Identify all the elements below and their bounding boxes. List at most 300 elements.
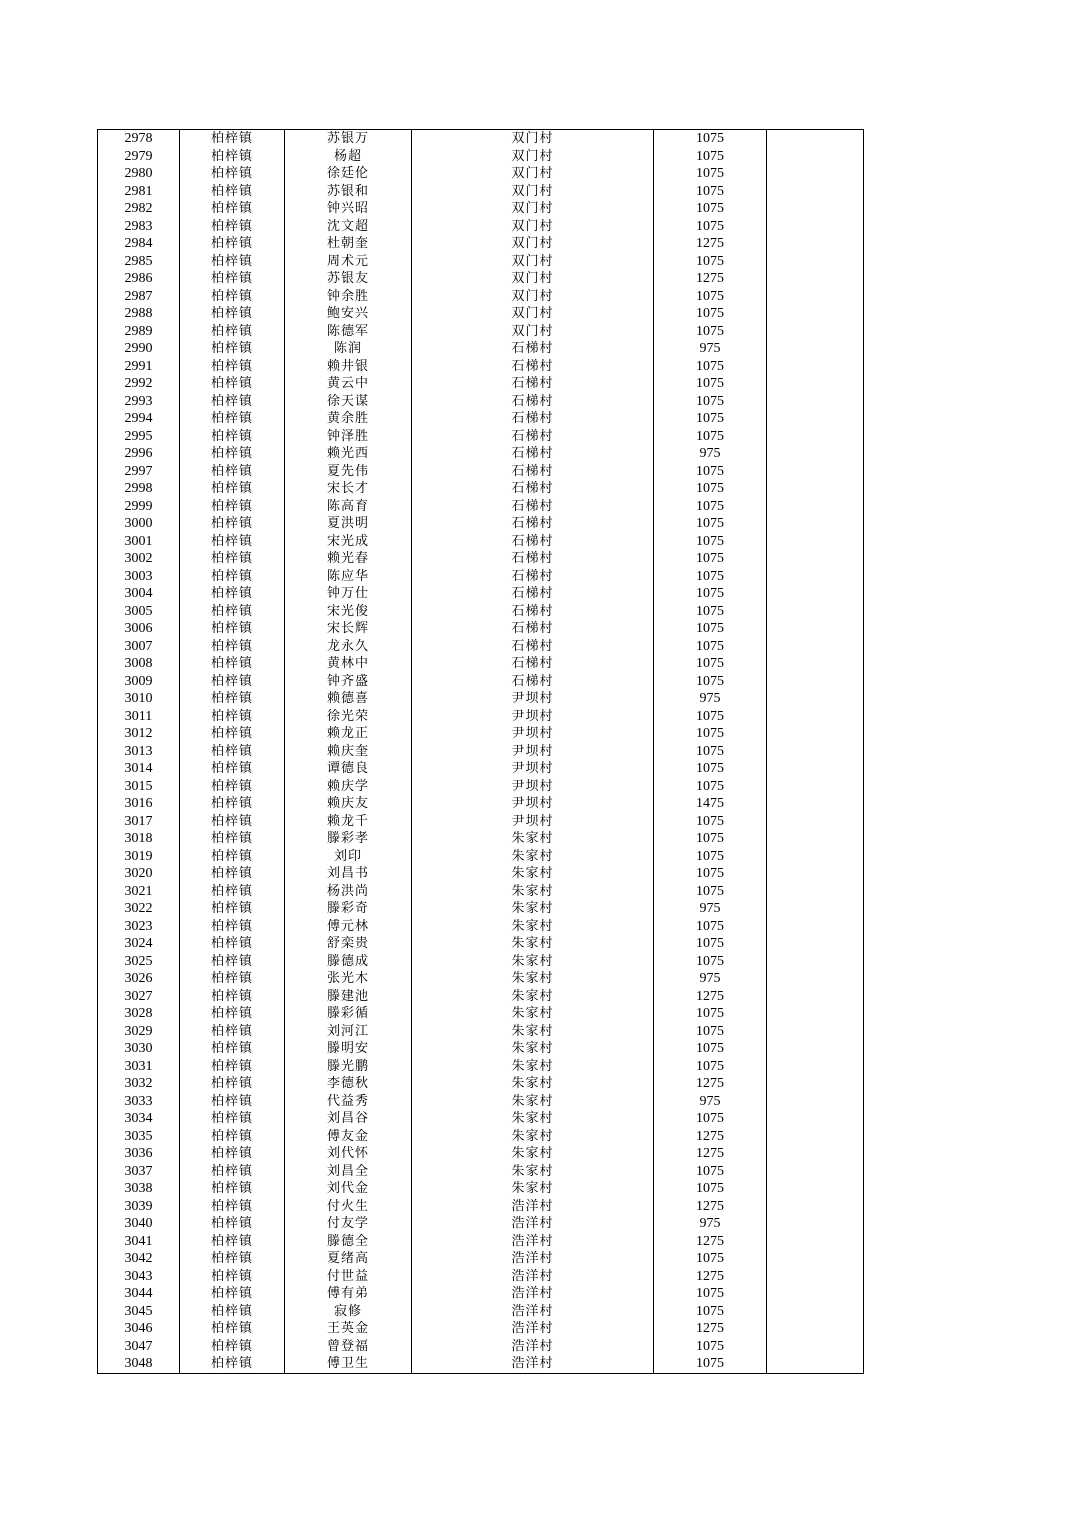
- amount-cell: 1075: [654, 393, 767, 411]
- town-cell: 柏梓镇: [180, 253, 285, 271]
- table-row: [98, 358, 864, 376]
- name-cell: 滕德全: [285, 1233, 412, 1251]
- table-row: [98, 1215, 864, 1233]
- amount-cell: 1075: [654, 358, 767, 376]
- town-cell: 柏梓镇: [180, 533, 285, 551]
- row-number-cell: 2978: [98, 130, 180, 148]
- table-row: [98, 130, 864, 148]
- remark-cell: [767, 463, 864, 481]
- row-number-cell: 3015: [98, 778, 180, 796]
- remark-cell: [767, 1285, 864, 1303]
- town-cell: 柏梓镇: [180, 988, 285, 1006]
- amount-cell: 1075: [654, 498, 767, 516]
- name-cell: 赖庆友: [285, 795, 412, 813]
- table-row: [98, 1268, 864, 1286]
- village-cell: 双门村: [412, 148, 654, 166]
- amount-cell: 1075: [654, 673, 767, 691]
- table-row: [98, 568, 864, 586]
- amount-cell: 1075: [654, 323, 767, 341]
- name-cell: 傅有弟: [285, 1285, 412, 1303]
- amount-cell: 1075: [654, 725, 767, 743]
- row-number-cell: 3009: [98, 673, 180, 691]
- name-cell: 赖光西: [285, 445, 412, 463]
- name-cell: 苏银友: [285, 270, 412, 288]
- town-cell: 柏梓镇: [180, 953, 285, 971]
- table-row: [98, 1303, 864, 1321]
- row-number-cell: 3022: [98, 900, 180, 918]
- name-cell: 代益秀: [285, 1093, 412, 1111]
- remark-cell: [767, 988, 864, 1006]
- remark-cell: [767, 305, 864, 323]
- name-cell: 宋长才: [285, 480, 412, 498]
- town-cell: 柏梓镇: [180, 323, 285, 341]
- name-cell: 夏先伟: [285, 463, 412, 481]
- amount-cell: 1075: [654, 148, 767, 166]
- remark-cell: [767, 1250, 864, 1268]
- table-row: [98, 1110, 864, 1128]
- village-cell: 浩洋村: [412, 1285, 654, 1303]
- remark-cell: [767, 1075, 864, 1093]
- row-number-cell: 3029: [98, 1023, 180, 1041]
- amount-cell: 1075: [654, 1303, 767, 1321]
- village-cell: 朱家村: [412, 900, 654, 918]
- remark-cell: [767, 813, 864, 831]
- row-number-cell: 2986: [98, 270, 180, 288]
- village-cell: 浩洋村: [412, 1320, 654, 1338]
- village-cell: 石梯村: [412, 533, 654, 551]
- row-number-cell: 2982: [98, 200, 180, 218]
- village-cell: 石梯村: [412, 603, 654, 621]
- town-cell: 柏梓镇: [180, 970, 285, 988]
- amount-cell: 1275: [654, 235, 767, 253]
- table-row: [98, 1250, 864, 1268]
- amount-cell: 975: [654, 1093, 767, 1111]
- row-number-cell: 3013: [98, 743, 180, 761]
- row-number-cell: 3010: [98, 690, 180, 708]
- village-cell: 浩洋村: [412, 1338, 654, 1356]
- village-cell: 尹坝村: [412, 778, 654, 796]
- name-cell: 陈润: [285, 340, 412, 358]
- name-cell: 赖光春: [285, 550, 412, 568]
- village-cell: 石梯村: [412, 585, 654, 603]
- row-number-cell: 3001: [98, 533, 180, 551]
- row-number-cell: 3037: [98, 1163, 180, 1181]
- name-cell: 杨超: [285, 148, 412, 166]
- town-cell: 柏梓镇: [180, 463, 285, 481]
- village-cell: 双门村: [412, 218, 654, 236]
- remark-cell: [767, 953, 864, 971]
- town-cell: 柏梓镇: [180, 778, 285, 796]
- town-cell: 柏梓镇: [180, 760, 285, 778]
- amount-cell: 1275: [654, 1320, 767, 1338]
- amount-cell: 1275: [654, 270, 767, 288]
- table-row: [98, 393, 864, 411]
- amount-cell: 1075: [654, 533, 767, 551]
- amount-cell: 1075: [654, 200, 767, 218]
- village-cell: 双门村: [412, 253, 654, 271]
- table-row: [98, 253, 864, 271]
- village-cell: 双门村: [412, 305, 654, 323]
- town-cell: 柏梓镇: [180, 288, 285, 306]
- amount-cell: 1275: [654, 1198, 767, 1216]
- name-cell: 傅元林: [285, 918, 412, 936]
- name-cell: 刘昌书: [285, 865, 412, 883]
- remark-cell: [767, 900, 864, 918]
- name-cell: 周术元: [285, 253, 412, 271]
- amount-cell: 1075: [654, 165, 767, 183]
- table-row: [98, 795, 864, 813]
- row-number-cell: 3005: [98, 603, 180, 621]
- village-cell: 石梯村: [412, 620, 654, 638]
- amount-cell: 1075: [654, 1040, 767, 1058]
- row-number-cell: 3006: [98, 620, 180, 638]
- row-number-cell: 3048: [98, 1355, 180, 1373]
- name-cell: 刘昌谷: [285, 1110, 412, 1128]
- row-number-cell: 3036: [98, 1145, 180, 1163]
- village-cell: 朱家村: [412, 848, 654, 866]
- remark-cell: [767, 1303, 864, 1321]
- amount-cell: 1275: [654, 1128, 767, 1146]
- row-number-cell: 3000: [98, 515, 180, 533]
- town-cell: 柏梓镇: [180, 1110, 285, 1128]
- name-cell: 宋长辉: [285, 620, 412, 638]
- row-number-cell: 2981: [98, 183, 180, 201]
- remark-cell: [767, 218, 864, 236]
- name-cell: 钟泽胜: [285, 428, 412, 446]
- table-row: [98, 533, 864, 551]
- amount-cell: 1275: [654, 988, 767, 1006]
- town-cell: 柏梓镇: [180, 1215, 285, 1233]
- name-cell: 谭德良: [285, 760, 412, 778]
- village-cell: 朱家村: [412, 970, 654, 988]
- name-cell: 刘代金: [285, 1180, 412, 1198]
- table-row: [98, 515, 864, 533]
- town-cell: 柏梓镇: [180, 830, 285, 848]
- row-number-cell: 3021: [98, 883, 180, 901]
- town-cell: 柏梓镇: [180, 1180, 285, 1198]
- amount-cell: 1275: [654, 1268, 767, 1286]
- town-cell: 柏梓镇: [180, 1285, 285, 1303]
- roster-table: [97, 129, 864, 1374]
- table-row: [98, 935, 864, 953]
- table-row: [98, 690, 864, 708]
- town-cell: 柏梓镇: [180, 1128, 285, 1146]
- remark-cell: [767, 323, 864, 341]
- town-cell: 柏梓镇: [180, 1005, 285, 1023]
- remark-cell: [767, 830, 864, 848]
- remark-cell: [767, 200, 864, 218]
- row-number-cell: 2993: [98, 393, 180, 411]
- village-cell: 浩洋村: [412, 1215, 654, 1233]
- remark-cell: [767, 1180, 864, 1198]
- remark-cell: [767, 1040, 864, 1058]
- table-row: [98, 445, 864, 463]
- town-cell: 柏梓镇: [180, 270, 285, 288]
- name-cell: 徐天谋: [285, 393, 412, 411]
- village-cell: 双门村: [412, 288, 654, 306]
- name-cell: 钟兴昭: [285, 200, 412, 218]
- row-number-cell: 3008: [98, 655, 180, 673]
- row-number-cell: 3031: [98, 1058, 180, 1076]
- remark-cell: [767, 1198, 864, 1216]
- remark-cell: [767, 340, 864, 358]
- town-cell: 柏梓镇: [180, 393, 285, 411]
- row-number-cell: 3020: [98, 865, 180, 883]
- name-cell: 赖龙正: [285, 725, 412, 743]
- row-number-cell: 3044: [98, 1285, 180, 1303]
- town-cell: 柏梓镇: [180, 708, 285, 726]
- row-number-cell: 3014: [98, 760, 180, 778]
- row-number-cell: 3018: [98, 830, 180, 848]
- table-row: [98, 865, 864, 883]
- table-row: [98, 428, 864, 446]
- row-number-cell: 3016: [98, 795, 180, 813]
- row-number-cell: 3041: [98, 1233, 180, 1251]
- remark-cell: [767, 410, 864, 428]
- amount-cell: 1075: [654, 953, 767, 971]
- name-cell: 滕彩孝: [285, 830, 412, 848]
- table-row: [98, 1075, 864, 1093]
- town-cell: 柏梓镇: [180, 865, 285, 883]
- table-row: [98, 200, 864, 218]
- town-cell: 柏梓镇: [180, 305, 285, 323]
- remark-cell: [767, 708, 864, 726]
- remark-cell: [767, 1058, 864, 1076]
- town-cell: 柏梓镇: [180, 498, 285, 516]
- table-row: [98, 323, 864, 341]
- village-cell: 石梯村: [412, 655, 654, 673]
- name-cell: 宋光成: [285, 533, 412, 551]
- amount-cell: 1275: [654, 1233, 767, 1251]
- remark-cell: [767, 1110, 864, 1128]
- town-cell: 柏梓镇: [180, 1303, 285, 1321]
- amount-cell: 1075: [654, 1023, 767, 1041]
- table-row: [98, 218, 864, 236]
- row-number-cell: 2987: [98, 288, 180, 306]
- town-cell: 柏梓镇: [180, 883, 285, 901]
- amount-cell: 975: [654, 1215, 767, 1233]
- table-row: [98, 235, 864, 253]
- remark-cell: [767, 690, 864, 708]
- amount-cell: 1075: [654, 1005, 767, 1023]
- table-row: [98, 410, 864, 428]
- row-number-cell: 2996: [98, 445, 180, 463]
- row-number-cell: 3047: [98, 1338, 180, 1356]
- table-row: [98, 900, 864, 918]
- remark-cell: [767, 585, 864, 603]
- row-number-cell: 3038: [98, 1180, 180, 1198]
- amount-cell: 1075: [654, 253, 767, 271]
- village-cell: 朱家村: [412, 1110, 654, 1128]
- table-row: [98, 1320, 864, 1338]
- town-cell: 柏梓镇: [180, 1145, 285, 1163]
- town-cell: 柏梓镇: [180, 165, 285, 183]
- name-cell: 刘昌全: [285, 1163, 412, 1181]
- remark-cell: [767, 970, 864, 988]
- remark-cell: [767, 288, 864, 306]
- table-row: [98, 708, 864, 726]
- amount-cell: 1075: [654, 830, 767, 848]
- remark-cell: [767, 1338, 864, 1356]
- amount-cell: 1075: [654, 550, 767, 568]
- name-cell: 付友学: [285, 1215, 412, 1233]
- table-row: [98, 883, 864, 901]
- row-number-cell: 2988: [98, 305, 180, 323]
- remark-cell: [767, 235, 864, 253]
- table-row: [98, 620, 864, 638]
- name-cell: 李德秋: [285, 1075, 412, 1093]
- amount-cell: 1075: [654, 865, 767, 883]
- village-cell: 尹坝村: [412, 795, 654, 813]
- row-number-cell: 3028: [98, 1005, 180, 1023]
- row-number-cell: 3003: [98, 568, 180, 586]
- table-row: [98, 918, 864, 936]
- name-cell: 滕彩循: [285, 1005, 412, 1023]
- remark-cell: [767, 393, 864, 411]
- village-cell: 朱家村: [412, 1128, 654, 1146]
- town-cell: 柏梓镇: [180, 375, 285, 393]
- village-cell: 尹坝村: [412, 725, 654, 743]
- remark-cell: [767, 883, 864, 901]
- amount-cell: 1075: [654, 760, 767, 778]
- name-cell: 沈文超: [285, 218, 412, 236]
- row-number-cell: 3024: [98, 935, 180, 953]
- name-cell: 张光木: [285, 970, 412, 988]
- village-cell: 石梯村: [412, 515, 654, 533]
- remark-cell: [767, 445, 864, 463]
- town-cell: 柏梓镇: [180, 603, 285, 621]
- remark-cell: [767, 655, 864, 673]
- table-row: [98, 585, 864, 603]
- remark-cell: [767, 1163, 864, 1181]
- row-number-cell: 3035: [98, 1128, 180, 1146]
- amount-cell: 1075: [654, 1180, 767, 1198]
- amount-cell: 1075: [654, 1355, 767, 1373]
- table-row: [98, 1128, 864, 1146]
- town-cell: 柏梓镇: [180, 690, 285, 708]
- name-cell: 滕建池: [285, 988, 412, 1006]
- remark-cell: [767, 603, 864, 621]
- town-cell: 柏梓镇: [180, 900, 285, 918]
- village-cell: 石梯村: [412, 463, 654, 481]
- name-cell: 刘代怀: [285, 1145, 412, 1163]
- name-cell: 苏银和: [285, 183, 412, 201]
- village-cell: 朱家村: [412, 1180, 654, 1198]
- village-cell: 朱家村: [412, 865, 654, 883]
- amount-cell: 1075: [654, 935, 767, 953]
- village-cell: 朱家村: [412, 935, 654, 953]
- village-cell: 双门村: [412, 323, 654, 341]
- town-cell: 柏梓镇: [180, 183, 285, 201]
- village-cell: 朱家村: [412, 918, 654, 936]
- town-cell: 柏梓镇: [180, 848, 285, 866]
- village-cell: 石梯村: [412, 393, 654, 411]
- town-cell: 柏梓镇: [180, 480, 285, 498]
- table-row: [98, 1058, 864, 1076]
- row-number-cell: 3026: [98, 970, 180, 988]
- remark-cell: [767, 848, 864, 866]
- village-cell: 朱家村: [412, 1075, 654, 1093]
- name-cell: 钟余胜: [285, 288, 412, 306]
- name-cell: 陈高育: [285, 498, 412, 516]
- remark-cell: [767, 533, 864, 551]
- amount-cell: 1075: [654, 1338, 767, 1356]
- name-cell: 钟万仕: [285, 585, 412, 603]
- amount-cell: 1075: [654, 1285, 767, 1303]
- table-row: [98, 1005, 864, 1023]
- remark-cell: [767, 760, 864, 778]
- row-number-cell: 2992: [98, 375, 180, 393]
- name-cell: 付火生: [285, 1198, 412, 1216]
- amount-cell: 1075: [654, 288, 767, 306]
- village-cell: 石梯村: [412, 638, 654, 656]
- village-cell: 朱家村: [412, 1023, 654, 1041]
- village-cell: 石梯村: [412, 550, 654, 568]
- name-cell: 杨洪尚: [285, 883, 412, 901]
- village-cell: 朱家村: [412, 988, 654, 1006]
- name-cell: 王英金: [285, 1320, 412, 1338]
- village-cell: 双门村: [412, 165, 654, 183]
- name-cell: 滕德成: [285, 953, 412, 971]
- village-cell: 石梯村: [412, 480, 654, 498]
- town-cell: 柏梓镇: [180, 358, 285, 376]
- name-cell: 赖德喜: [285, 690, 412, 708]
- name-cell: 曾登福: [285, 1338, 412, 1356]
- table-row: [98, 375, 864, 393]
- remark-cell: [767, 1355, 864, 1373]
- table-row: [98, 778, 864, 796]
- roster-table-body: [98, 130, 864, 1374]
- table-row: [98, 830, 864, 848]
- row-number-cell: 2984: [98, 235, 180, 253]
- town-cell: 柏梓镇: [180, 340, 285, 358]
- village-cell: 朱家村: [412, 830, 654, 848]
- amount-cell: 975: [654, 690, 767, 708]
- town-cell: 柏梓镇: [180, 445, 285, 463]
- table-row: [98, 743, 864, 761]
- remark-cell: [767, 480, 864, 498]
- table-row: [98, 760, 864, 778]
- row-number-cell: 2995: [98, 428, 180, 446]
- remark-cell: [767, 358, 864, 376]
- name-cell: 徐光荣: [285, 708, 412, 726]
- name-cell: 黄余胜: [285, 410, 412, 428]
- amount-cell: 975: [654, 970, 767, 988]
- town-cell: 柏梓镇: [180, 410, 285, 428]
- amount-cell: 1475: [654, 795, 767, 813]
- amount-cell: 1075: [654, 183, 767, 201]
- table-row: [98, 1023, 864, 1041]
- name-cell: 傅友金: [285, 1128, 412, 1146]
- row-number-cell: 2990: [98, 340, 180, 358]
- row-number-cell: 3042: [98, 1250, 180, 1268]
- remark-cell: [767, 725, 864, 743]
- town-cell: 柏梓镇: [180, 813, 285, 831]
- row-number-cell: 3040: [98, 1215, 180, 1233]
- remark-cell: [767, 865, 864, 883]
- row-number-cell: 3046: [98, 1320, 180, 1338]
- amount-cell: 1075: [654, 655, 767, 673]
- row-number-cell: 2983: [98, 218, 180, 236]
- table-row: [98, 970, 864, 988]
- amount-cell: 1075: [654, 515, 767, 533]
- table-row: [98, 340, 864, 358]
- name-cell: 徐廷伦: [285, 165, 412, 183]
- village-cell: 石梯村: [412, 358, 654, 376]
- row-number-cell: 2980: [98, 165, 180, 183]
- town-cell: 柏梓镇: [180, 673, 285, 691]
- village-cell: 浩洋村: [412, 1355, 654, 1373]
